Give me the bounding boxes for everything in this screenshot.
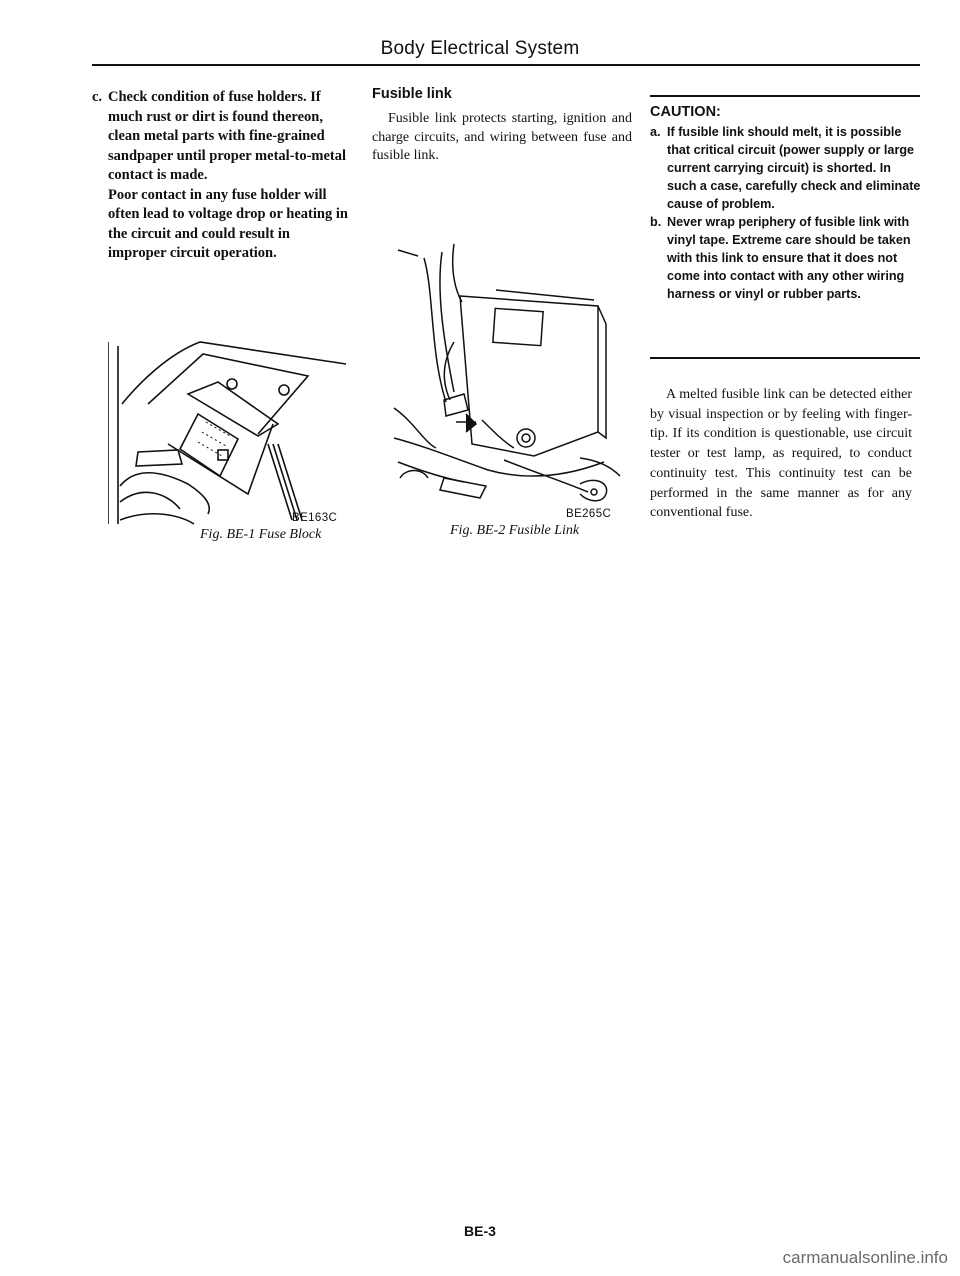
caution-text-b: Never wrap periphery of fusible link with vinyl tape. Extreme care should be taken with this link to ensure that it does not come into contact with any other wiring harness or vinyl or rubber parts. — [667, 215, 911, 301]
caution-list — [650, 123, 922, 303]
caution-item — [650, 123, 922, 213]
caution-top-rule — [650, 95, 920, 97]
caution-item — [650, 213, 922, 303]
page-number: BE-3 — [464, 1223, 496, 1239]
list-marker-c: c. — [92, 89, 103, 105]
figure-2-caption: Fig. BE-2 Fusible Link — [450, 523, 580, 538]
fuse-block-illustration — [108, 324, 348, 542]
fusible-link-figure — [384, 232, 632, 544]
caution-marker-b: b. — [650, 215, 662, 229]
caution-bottom-rule — [650, 357, 920, 359]
fusible-link-description: Fusible link protects starting, ignition and charge circuits, and wiring between fuse and fusible link. — [372, 111, 632, 163]
figure-1-code: BE163C — [292, 512, 338, 524]
header-rule — [92, 64, 920, 66]
fuse-holder-paragraph-1: Check condition of fuse holders. If much rust or dirt is found thereon, clean metal parts with fine-grained sandpaper until proper metal-to-metal contact is made. — [108, 89, 347, 183]
caution-heading: CAUTION: — [650, 104, 721, 120]
page-header-title: Body Electrical System — [380, 38, 580, 59]
melted-link-paragraph: A melted fusible link can be detected either by visual inspection or by feeling with finger-tip. If its condition is questionable, use circuit tester or test lamp, as required, to conduct continuity test. This continuity test can be performed in the same manner as for any conventional fuse. — [650, 387, 912, 521]
fusible-link-heading: Fusible link — [372, 86, 452, 102]
watermark: carmanualsonline.info — [782, 1248, 948, 1267]
caution-marker-a: a. — [650, 125, 661, 139]
fuse-holder-paragraph-2: Poor contact in any fuse holder will often lead to voltage drop or heating in the circuit and could result in improper circuit operation. — [108, 186, 348, 261]
figure-2-code: BE265C — [566, 508, 612, 520]
figure-1-caption: Fig. BE-1 Fuse Block — [200, 527, 322, 542]
fuse-block-figure — [108, 324, 348, 542]
fuse-holder-instruction — [92, 88, 348, 264]
caution-text-a: If fusible link should melt, it is possible that critical circuit (power supply or large current carrying circuit) is shorted. In such a case, carefully check and eliminate cause of problem. — [667, 125, 921, 211]
fusible-link-illustration — [384, 232, 632, 544]
